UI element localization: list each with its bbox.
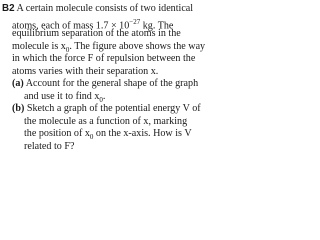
part-b-line [2,141,234,154]
question-line-text: in which the force F of repulsion between the [12,53,196,64]
part-a-text: and use it to find x [24,90,100,102]
question-text [2,3,234,153]
part-b-line [2,116,234,129]
question-line [2,3,234,16]
question-line-text: equilibrium separation of the atoms in the [12,28,181,39]
question-line-text: atoms varies with their separation x. [12,65,159,77]
part-b-text: on the x-axis. How is V [93,128,192,139]
part-b-text: related to F? [24,140,75,152]
mass-unit: kg. The [140,19,174,31]
part-a-line [2,91,234,104]
question-line [2,16,234,29]
part-b-text: the molecule as a function of x, marking [24,115,188,127]
question-line-text: A certain molecule consists of two identical [14,3,194,14]
part-a-line [2,78,234,91]
x0-subscript: 0 [89,133,94,142]
mass-exponent: −27 [129,17,141,26]
part-b-text: the position of x [24,128,90,139]
part-a-text: Account for the general shape of the graph [23,78,199,89]
part-b-line [2,128,234,141]
question-line-text: molecule is x [12,40,66,52]
question-line [2,41,234,54]
question-line-text: atoms, each of mass 1.7 × 10 [12,19,130,31]
question-line [2,66,234,79]
question-line [2,53,234,66]
question-number: B2 [2,3,15,14]
part-b-line [2,103,234,116]
part-b-label: (b) [12,103,25,114]
x0-subscript: 0 [99,95,103,104]
x0-subscript: 0 [65,45,70,54]
question-line [2,28,234,41]
part-a-label: (a) [12,78,24,89]
part-a-text: . [102,90,106,102]
question-line-text: . The figure above shows the way [69,40,206,52]
part-b-text: Sketch a graph of the potential energy V of [24,103,201,114]
